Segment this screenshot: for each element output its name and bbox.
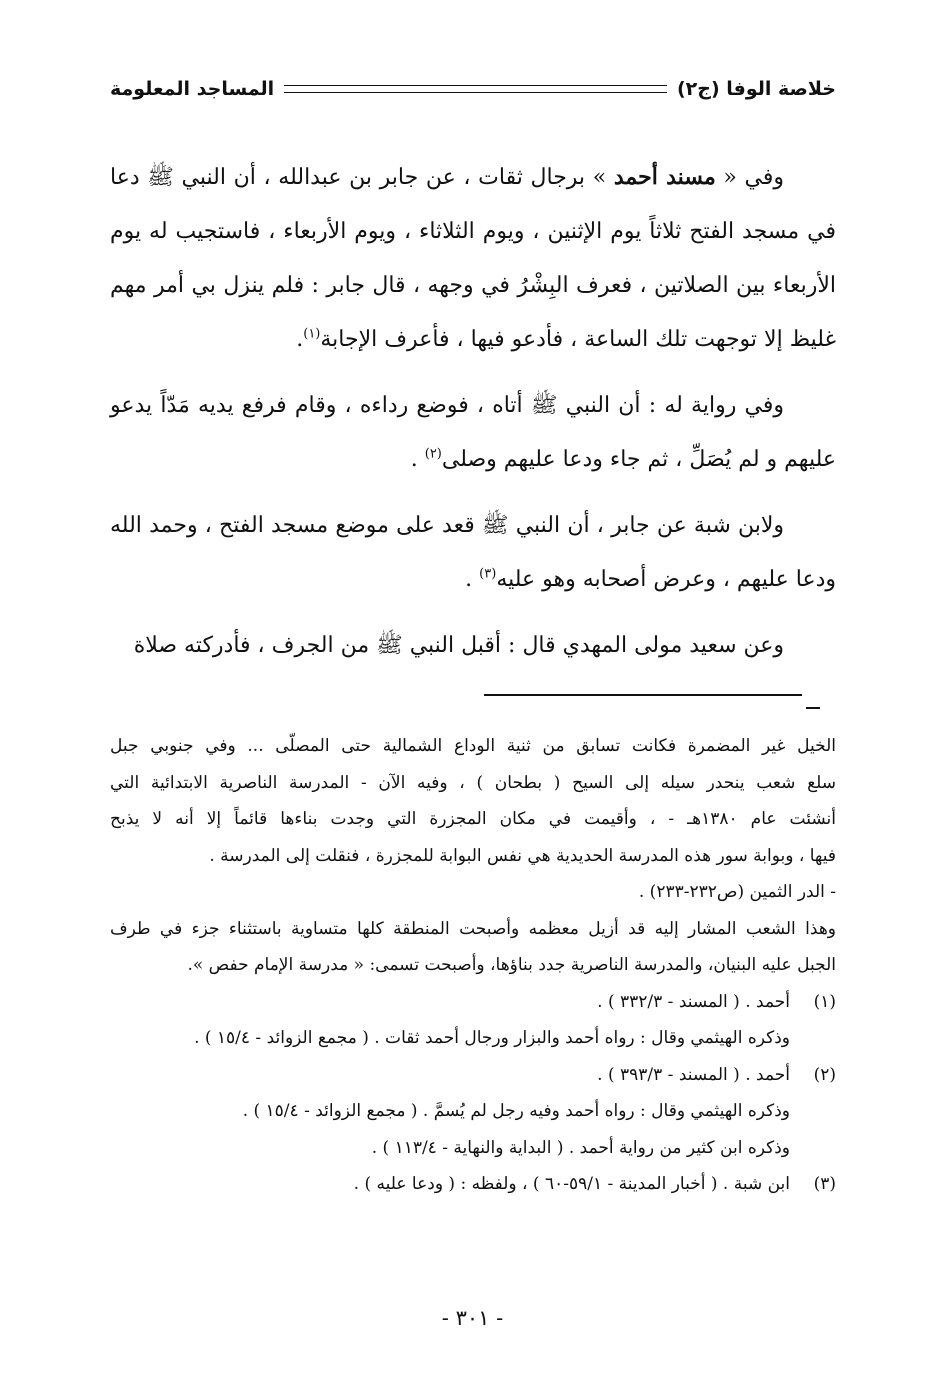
footnote-entry	[110, 1166, 836, 1203]
footnote-number: (٢)	[813, 1064, 836, 1085]
footnotes	[110, 728, 836, 1203]
footnote-line: أنشئت عام ١٣٨٠هـ - ، وأقيمت في مكان المجزرة التي وجدت بناءها قائماً إلا أنه لا يذبح	[110, 809, 836, 829]
footnote-line: ابن شبة . ( أخبار المدينة - ٥٩/١-٦٠ ) ، ولفظه : ( ودعا عليه ) .	[353, 1174, 790, 1194]
footnote-number: (٣)	[813, 1174, 836, 1194]
footnote-line: - الدر الثمين (ص٢٣٢-٢٣٣) .	[638, 882, 836, 902]
paragraph: وعن سعيد مولى المهدي قال : أقبل النبي ﷺ من الجرف ، فأدركته صلاة	[133, 633, 784, 658]
footnote-line: وذكره الهيثمي وقال : رواه أحمد وفيه رجل لم يُسمَّ . ( مجمع الزوائد - ١٥/٤ ) .	[242, 1101, 790, 1121]
book-reference: مسند أحمد	[613, 164, 716, 190]
footnote-separator-dash	[806, 707, 820, 709]
header-rule	[284, 85, 667, 93]
paragraph: ولابن شبة عن جابر ، أن النبي ﷺ قعد على موضع مسجد الفتح ، وحمد الله ودعا عليهم ، وعرض أصحابه وهو عليه$^{(٣)}$ .	[110, 513, 836, 592]
book-title: خلاصة الوفا (ج٢)	[676, 78, 836, 100]
running-header	[110, 72, 836, 106]
paragraph: وفي « مسند أحمد » برجال ثقات ، عن جابر بن عبدالله ، أن النبي ﷺ دعا في مسجد الفتح ثلاثاً يوم الإثنين ، ويوم الثلاثاء ، ويوم الأربعاء ، فاستجيب له يوم الأربعاء بين الصلاتين ، فعرف البِشْرُ في وجهه ، قال جابر : فلم ينزل بي أمر مهم غليظ إلا توجهت تلك الساعة ، فأدعو فيها ، فأعرف الإجابة$^{(١)}$.	[110, 164, 836, 352]
footnote-entry	[110, 1057, 836, 1094]
footnote-number: (١)	[813, 991, 836, 1012]
footnote-line: الجبل عليه البنيان، والمدرسة الناصرية جدد بناؤها، وأصبحت تسمى: « مدرسة الإمام حفص ».	[187, 955, 836, 975]
paragraph: وفي رواية له : أن النبي ﷺ أتاه ، فوضع رداءه ، وقام فرفع يديه مَدّاً يدعو عليهم و لم يُصَلِّ ، ثم جاء ودعا عليهم وصلى$^{(٢)}$ .	[110, 393, 836, 472]
footnote-line: فيها ، وبوابة سور هذه المدرسة الحديدية هي نفس البوابة للمجزرة ، فنقلت إلى المدرسة .	[209, 845, 836, 866]
footnote-line: أحمد . ( المسند - ٣٩٣/٣ ) .	[597, 1064, 790, 1085]
footnote-marker: (٢)	[424, 446, 442, 462]
chapter-title: المساجد المعلومة	[110, 78, 275, 100]
page-number: - ٣٠١ -	[441, 1306, 504, 1330]
footnote-marker: (١)	[303, 326, 321, 342]
footnote-line: وذكره الهيثمي وقال : رواه أحمد والبزار ورجال أحمد ثقات . ( مجمع الزوائد - ١٥/٤ ) .	[194, 1028, 790, 1048]
footnote-line: وذكره ابن كثير من رواية أحمد . ( البداية والنهاية - ١١٣/٤ ) .	[371, 1137, 790, 1158]
footnote-separator	[484, 694, 802, 696]
footnote-entry	[110, 984, 836, 1021]
footnote-line: وهذا الشعب المشار إليه قد أزيل معظمه وأصبحت المنطقة كلها متساوية باستثناء جزء في طرف	[110, 918, 836, 939]
main-text	[110, 150, 836, 673]
footnote-marker: (٣)	[479, 566, 497, 582]
footnote-line: أحمد . ( المسند - ٣٣٢/٣ ) .	[597, 991, 790, 1012]
footnote-line: الخيل غير المضمرة فكانت تسابق من ثنية الوداع الشمالية حتى المصلّى ... وفي جنوبي جبل	[110, 736, 836, 756]
footnote-line: سلع شعب ينحدر سيله إلى السيح ( بطحان ) ، وفيه الآن - المدرسة الناصرية الابتدائية التي	[110, 772, 836, 793]
